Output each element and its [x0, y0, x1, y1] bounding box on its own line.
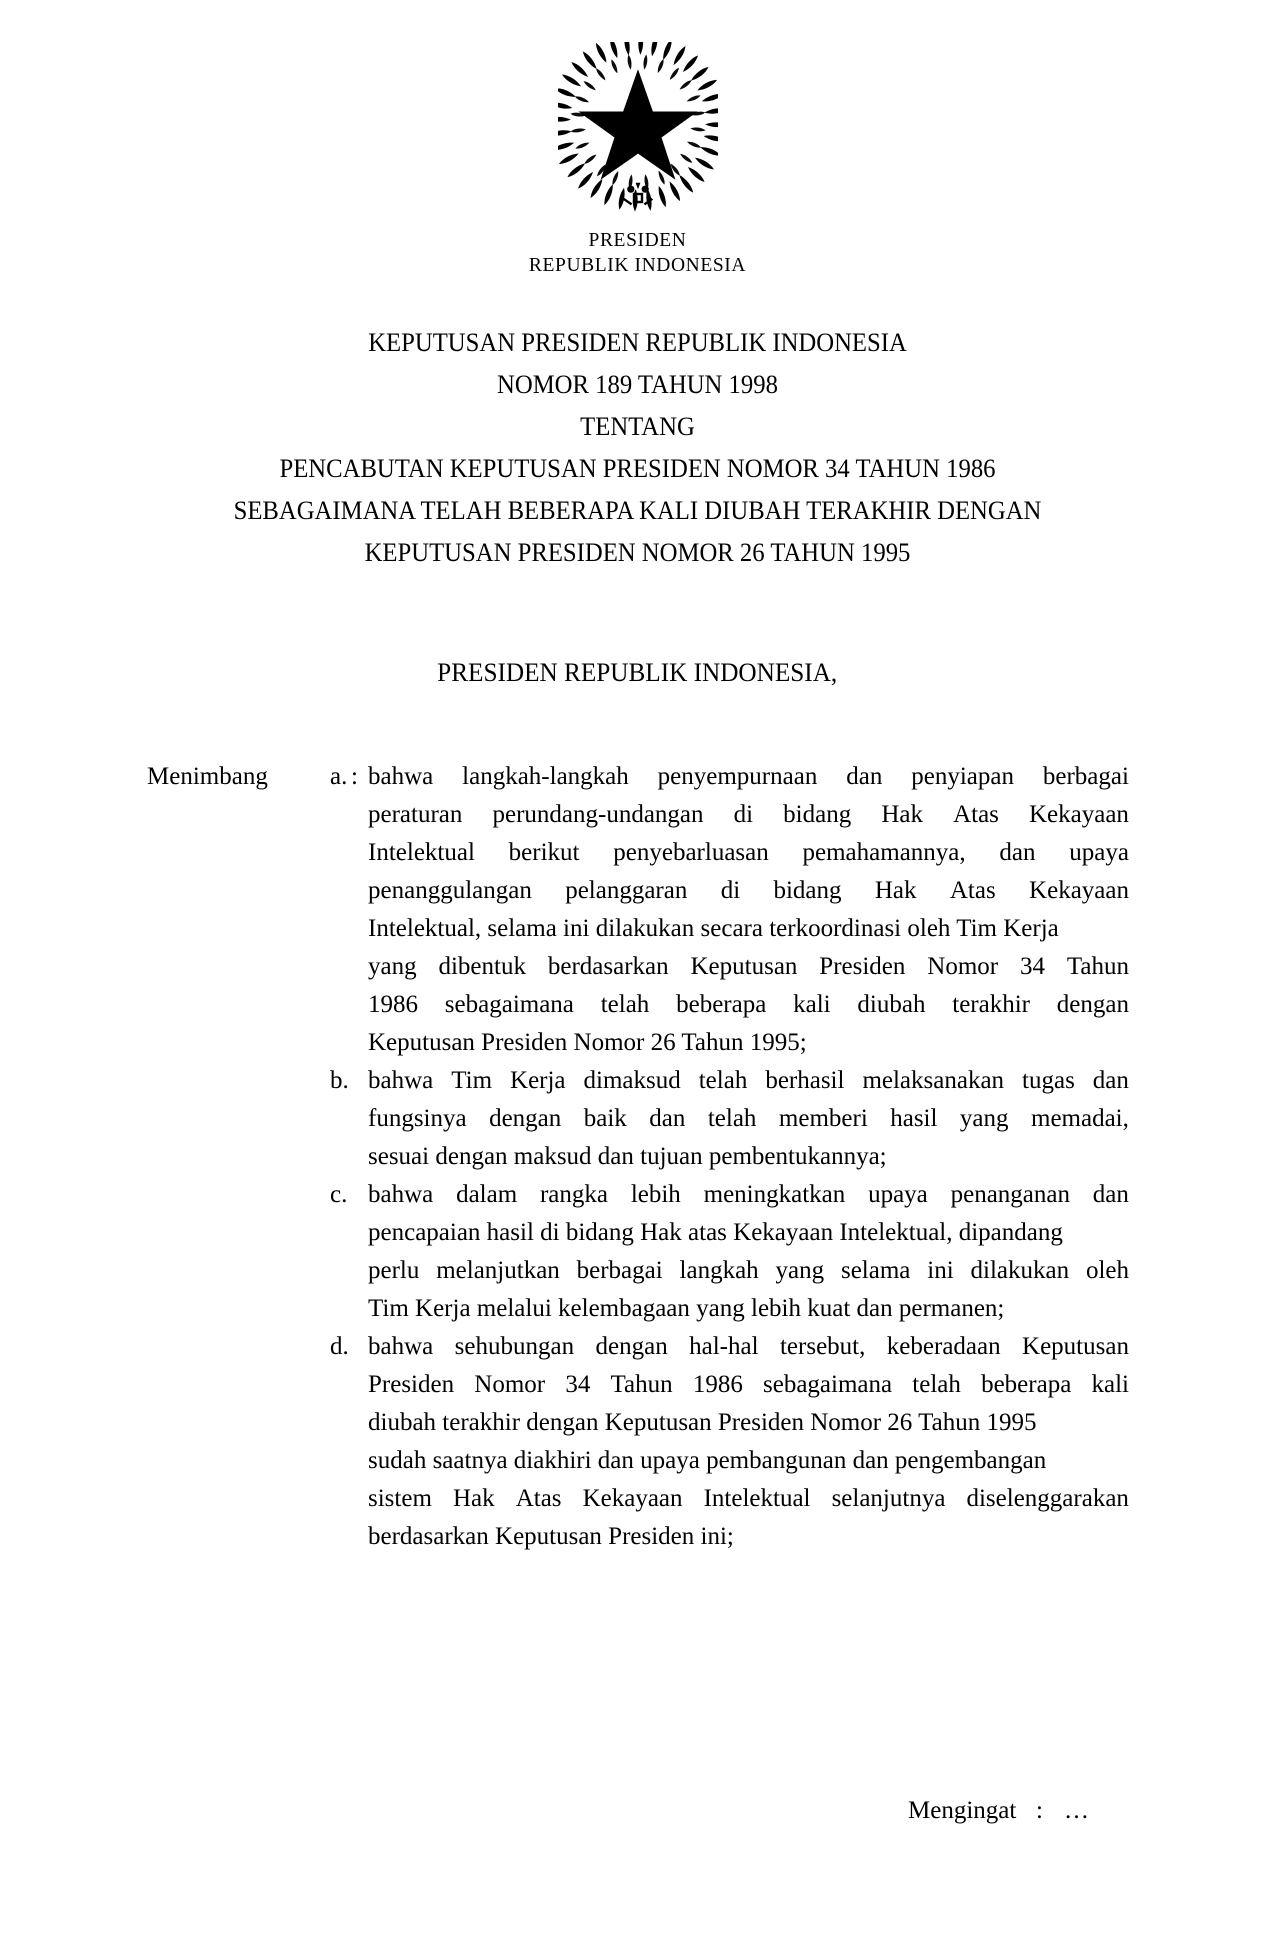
- text-word: lebih: [630, 1181, 681, 1208]
- considering-item-line: [368, 948, 1129, 986]
- considering-colon: :: [351, 763, 358, 790]
- text-word: berbagai: [576, 1257, 663, 1284]
- text-word: 34: [565, 1371, 591, 1398]
- considering-item-line: Intelektual, selama ini dilakukan secara terkoordinasi oleh Tim Kerja: [368, 915, 1059, 942]
- considering-item-line: [368, 986, 1129, 1024]
- text-word: Hak: [452, 1485, 495, 1512]
- text-word: melanjutkan: [436, 1257, 560, 1284]
- considering-item: [330, 1062, 1129, 1176]
- text-word: di: [720, 877, 741, 904]
- text-word: kali: [1091, 1371, 1129, 1398]
- text-word: langkah-langkah: [462, 763, 629, 790]
- text-word: Nomor: [927, 953, 999, 980]
- text-word: dalam: [456, 1181, 518, 1208]
- considering-item-text: [368, 1328, 1129, 1556]
- text-word: dibentuk: [438, 953, 526, 980]
- text-word: dimaksud: [583, 1067, 681, 1094]
- considering-item-line: [368, 1176, 1129, 1214]
- text-word: dengan: [1056, 991, 1129, 1018]
- text-word: meningkatkan: [703, 1181, 846, 1208]
- text-word: dilakukan: [970, 1257, 1070, 1284]
- text-word: Intelektual: [703, 1485, 811, 1512]
- considering-item-line: [368, 1062, 1129, 1100]
- text-word: penanggulangan: [368, 877, 532, 904]
- considering-item-text: [368, 1062, 1129, 1176]
- text-word: Kekayaan: [1028, 801, 1129, 828]
- considering-item-marker: d.: [330, 1333, 349, 1360]
- text-word: tersebut,: [779, 1333, 866, 1360]
- considering-item: [330, 1176, 1129, 1328]
- considering-item-line: [368, 1328, 1129, 1366]
- text-word: penanganan: [950, 1181, 1070, 1208]
- considering-item-line: [368, 796, 1129, 834]
- text-word: bidang: [783, 801, 852, 828]
- text-word: Kerja: [510, 1067, 566, 1094]
- considering-item-line: Tim Kerja melalui kelembagaan yang lebih kuat dan permanen;: [368, 1295, 1005, 1322]
- header-caption: [0, 228, 1275, 278]
- text-word: peraturan: [368, 801, 463, 828]
- title-line-1: KEPUTUSAN PRESIDEN REPUBLIK INDONESIA: [368, 328, 907, 357]
- text-word: yang: [368, 953, 417, 980]
- text-word: hal-hal: [689, 1333, 759, 1360]
- considering-item-marker: a.: [330, 763, 348, 790]
- text-word: sebagaimana: [444, 991, 574, 1018]
- title-line-subject-3: KEPUTUSAN PRESIDEN NOMOR 26 TAHUN 1995: [364, 538, 911, 567]
- considering-item-text: [368, 758, 1129, 1062]
- text-word: di: [733, 801, 754, 828]
- text-word: bahwa: [368, 763, 434, 790]
- text-word: Atas: [515, 1485, 562, 1512]
- text-word: Atas: [953, 801, 999, 828]
- text-word: berikut: [508, 839, 580, 866]
- text-word: dan: [1092, 1067, 1129, 1094]
- text-word: oleh: [1085, 1257, 1129, 1284]
- considering-item-line: [368, 1100, 1129, 1138]
- text-word: langkah: [679, 1257, 759, 1284]
- considering-item-line: [368, 872, 1129, 910]
- text-word: Tahun: [1066, 953, 1129, 980]
- considering-item-line: Keputusan Presiden Nomor 26 Tahun 1995;: [368, 1029, 807, 1056]
- text-word: 1986: [692, 1371, 743, 1398]
- considering-item-line: [368, 1252, 1129, 1290]
- considering-item: [330, 1328, 1129, 1556]
- text-word: 34: [1019, 953, 1045, 980]
- considering-item-line: sesuai dengan maksud dan tujuan pembentukannya;: [368, 1143, 887, 1170]
- text-word: sistem: [368, 1485, 432, 1512]
- text-word: beberapa: [981, 1371, 1072, 1398]
- text-word: Presiden: [368, 1371, 455, 1398]
- text-word: hasil: [890, 1105, 938, 1132]
- text-word: perlu: [368, 1257, 420, 1284]
- considering-item-line: [368, 1366, 1129, 1404]
- header-line-republik-indonesia: REPUBLIK INDONESIA: [528, 255, 747, 276]
- text-word: Kekayaan: [1029, 877, 1129, 904]
- text-word: telah: [912, 1371, 961, 1398]
- text-word: Hak: [874, 877, 917, 904]
- text-word: diselenggarakan: [966, 1485, 1129, 1512]
- considering-item-marker: c.: [330, 1181, 348, 1208]
- text-word: penyebarluasan: [613, 839, 769, 866]
- considering-item-line: berdasarkan Keputusan Presiden ini;: [368, 1523, 734, 1550]
- salutation: [0, 655, 1275, 691]
- emblem-container: [0, 42, 1275, 219]
- text-word: telah: [698, 1067, 748, 1094]
- considering-label: Menimbang: [147, 763, 268, 790]
- title-line-nomor: NOMOR 189 TAHUN 1998: [497, 370, 778, 399]
- salutation-text: PRESIDEN REPUBLIK INDONESIA,: [437, 658, 838, 687]
- title-line-tentang: TENTANG: [580, 412, 695, 441]
- text-word: upaya: [868, 1181, 928, 1208]
- text-word: dan: [649, 1105, 686, 1132]
- text-word: yang: [775, 1257, 825, 1284]
- text-word: bahwa: [368, 1181, 434, 1208]
- text-word: keberadaan: [886, 1333, 1001, 1360]
- text-word: bahwa: [368, 1333, 434, 1360]
- text-word: berhasil: [765, 1067, 845, 1094]
- text-word: bahwa: [368, 1067, 434, 1094]
- considering-item-line: sudah saatnya diakhiri dan upaya pembangunan dan pengembangan: [368, 1447, 1047, 1474]
- text-word: terakhir: [952, 991, 1030, 1018]
- considering-item-line: pencapaian hasil di bidang Hak atas Kekayaan Intelektual, dipandang: [368, 1219, 1063, 1246]
- text-word: bidang: [773, 877, 842, 904]
- text-word: dengan: [489, 1105, 562, 1132]
- text-word: fungsinya: [368, 1105, 467, 1132]
- text-word: Keputusan: [1022, 1333, 1129, 1360]
- text-word: 1986: [368, 991, 418, 1018]
- text-word: dan: [846, 763, 883, 790]
- text-word: sehubungan: [454, 1333, 575, 1360]
- text-word: upaya: [1069, 839, 1129, 866]
- text-word: memberi: [778, 1105, 868, 1132]
- considering-item-line: [368, 758, 1129, 796]
- text-word: perundang-undangan: [492, 801, 704, 828]
- text-word: dan: [999, 839, 1036, 866]
- text-word: tugas: [1022, 1067, 1075, 1094]
- text-word: Tahun: [610, 1371, 673, 1398]
- text-word: ini: [927, 1257, 954, 1284]
- text-word: baik: [583, 1105, 627, 1132]
- indonesia-presidential-star-wreath-emblem: [558, 42, 718, 214]
- footer-label-mengingat: Mengingat: [908, 1797, 1017, 1824]
- considering-item: [330, 758, 1129, 1062]
- text-word: diubah: [857, 991, 926, 1018]
- text-word: Keputusan: [690, 953, 798, 980]
- text-word: Intelektual: [368, 839, 475, 866]
- considering-item-line: [368, 834, 1129, 872]
- text-word: memadai,: [1031, 1105, 1129, 1132]
- text-word: telah: [600, 991, 650, 1018]
- text-word: Presiden: [819, 953, 906, 980]
- text-word: Nomor: [474, 1371, 546, 1398]
- text-word: berbagai: [1042, 763, 1129, 790]
- text-word: penyempurnaan: [657, 763, 818, 790]
- text-word: selama: [840, 1257, 911, 1284]
- considering-section: [147, 758, 1129, 1556]
- considering-item-list: [330, 758, 1129, 1556]
- text-word: Kekayaan: [582, 1485, 683, 1512]
- text-word: melaksanakan: [862, 1067, 1005, 1094]
- considering-item-marker: b.: [330, 1067, 349, 1094]
- footer-colon: :: [1036, 1797, 1043, 1824]
- considering-item-text: [368, 1176, 1129, 1328]
- text-word: kali: [793, 991, 831, 1018]
- text-word: beberapa: [676, 991, 767, 1018]
- text-word: selanjutnya: [831, 1485, 946, 1512]
- considering-item-line: [368, 1480, 1129, 1518]
- text-word: berdasarkan: [547, 953, 669, 980]
- text-word: yang: [959, 1105, 1009, 1132]
- text-word: Atas: [949, 877, 996, 904]
- text-word: Tim: [451, 1067, 493, 1094]
- text-word: rangka: [539, 1181, 608, 1208]
- text-word: sebagaimana: [763, 1371, 893, 1398]
- footer-continuation-dots: …: [1064, 1797, 1089, 1824]
- title-line-subject-1: PENCABUTAN KEPUTUSAN PRESIDEN NOMOR 34 TAHUN 1986: [279, 454, 996, 483]
- text-word: telah: [707, 1105, 757, 1132]
- text-word: pemahamannya,: [802, 839, 966, 866]
- considering-item-line: diubah terakhir dengan Keputusan Presiden Nomor 26 Tahun 1995: [368, 1409, 1037, 1436]
- title-line-subject-2: SEBAGAIMANA TELAH BEBERAPA KALI DIUBAH TERAKHIR DENGAN: [233, 496, 1042, 525]
- document-title-block: [0, 322, 1275, 574]
- text-word: dengan: [595, 1333, 668, 1360]
- header-line-presiden: PRESIDEN: [588, 230, 687, 251]
- text-word: Hak: [881, 801, 923, 828]
- text-word: dan: [1092, 1181, 1129, 1208]
- text-word: pelanggaran: [565, 877, 688, 904]
- text-word: penyiapan: [911, 763, 1014, 790]
